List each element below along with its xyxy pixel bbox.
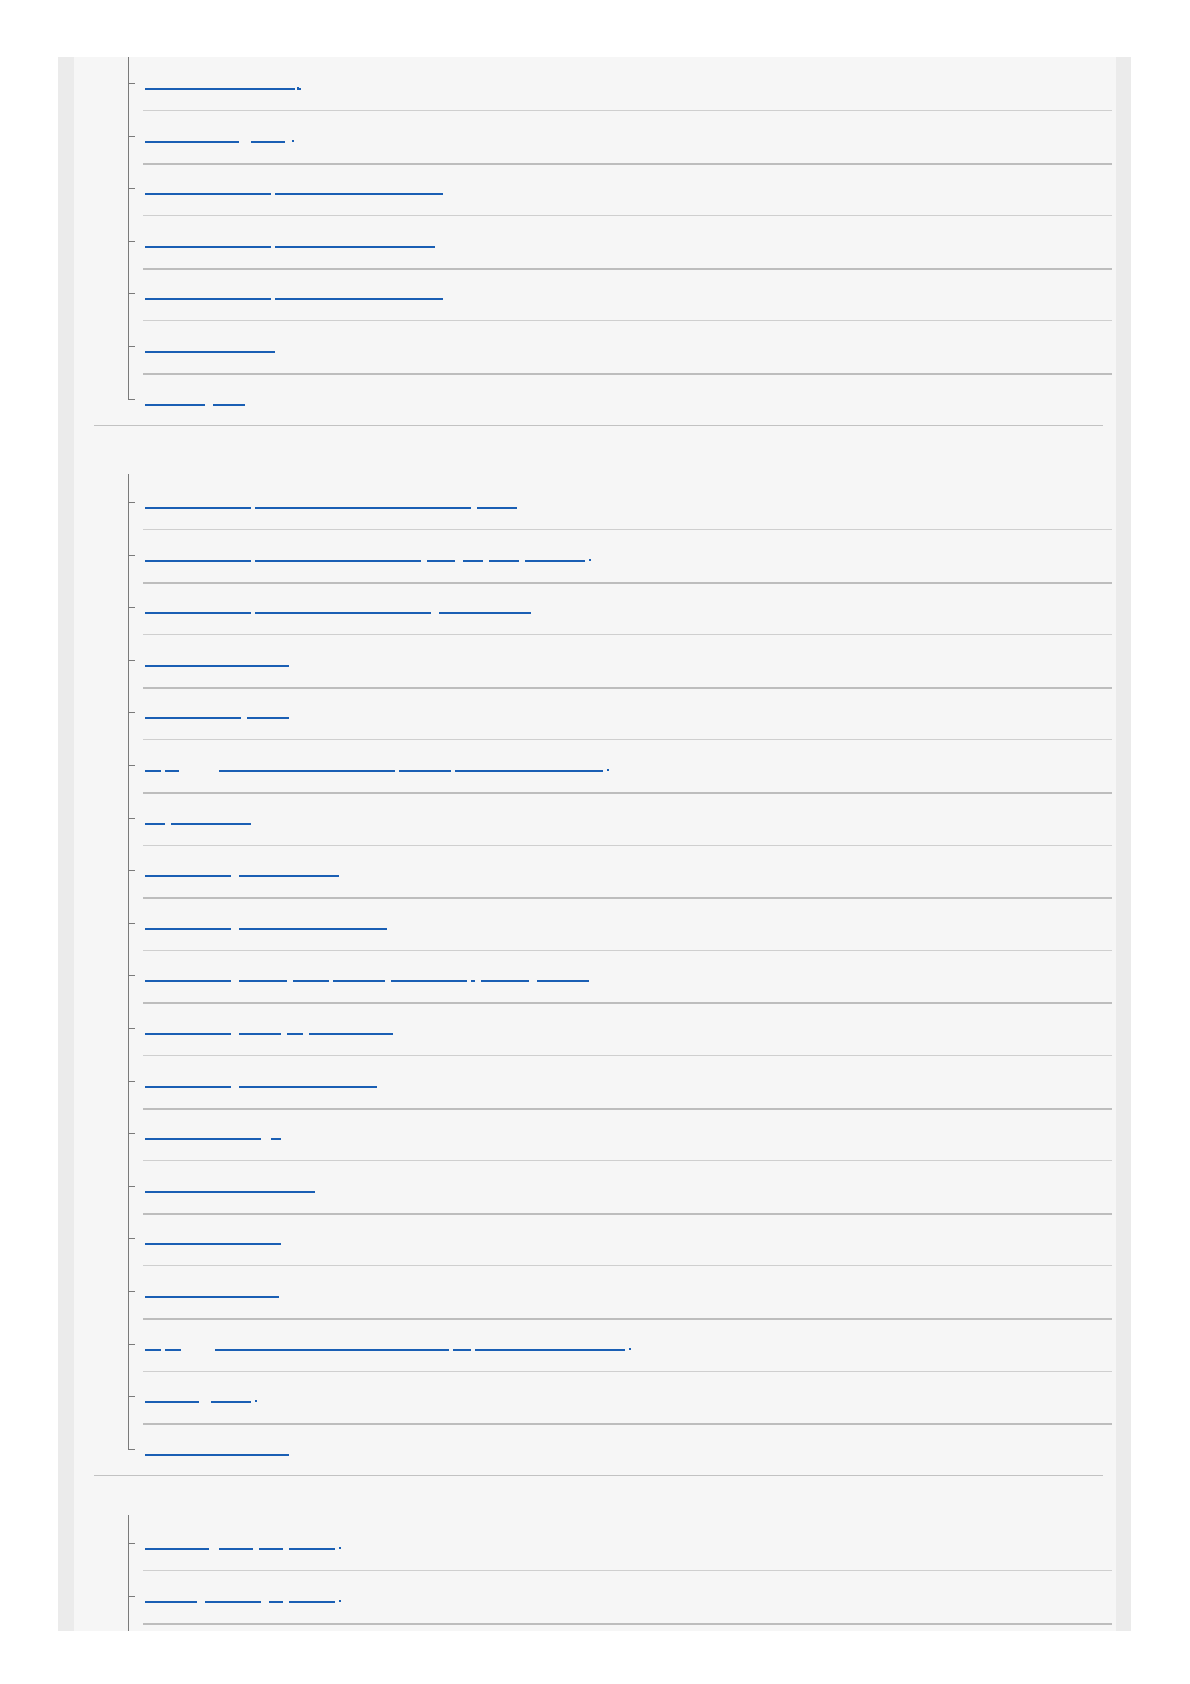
- item-divider: [143, 634, 1112, 635]
- item-divider: [143, 687, 1112, 689]
- toc-item[interactable]: [74, 555, 1116, 607]
- item-divider: [143, 215, 1112, 216]
- tree-branch-tick: [128, 1396, 135, 1397]
- toc-item[interactable]: [74, 923, 1116, 975]
- link-underline-segment: [219, 770, 395, 772]
- link-underline-segment: [481, 980, 529, 982]
- toc-item[interactable]: [74, 346, 1116, 398]
- link-underline-segment: [463, 560, 483, 562]
- link-underline-segment: [275, 298, 443, 300]
- item-divider: [143, 582, 1112, 584]
- link-underline-segment: [247, 717, 289, 719]
- link-underline-segment: [145, 823, 165, 825]
- link-underline-segment: [213, 404, 245, 406]
- link-trailing-mark: [255, 1400, 257, 1402]
- item-divider: [143, 1265, 1112, 1266]
- link-underline-segment: [455, 770, 603, 772]
- toc-item[interactable]: [74, 136, 1116, 188]
- toc-item[interactable]: [74, 607, 1116, 659]
- link-underline-segment: [145, 1349, 161, 1351]
- tree-branch-tick: [128, 1238, 135, 1239]
- item-divider: [143, 373, 1112, 375]
- item-divider: [143, 950, 1112, 951]
- link-underline-segment: [215, 1349, 449, 1351]
- link-underline-segment: [145, 193, 271, 195]
- link-underline-segment: [489, 560, 519, 562]
- tree-branch-tick: [128, 1186, 135, 1187]
- link-underline-segment: [145, 1243, 281, 1245]
- toc-item[interactable]: [74, 83, 1116, 135]
- link-underline-segment: [145, 1601, 197, 1603]
- link-underline-segment: [145, 1086, 231, 1088]
- link-underline-segment: [475, 1349, 625, 1351]
- item-divider: [143, 897, 1112, 899]
- link-underline-segment: [171, 823, 251, 825]
- link-underline-segment: [255, 612, 431, 614]
- toc-item[interactable]: [74, 502, 1116, 554]
- link-trailing-mark: [589, 559, 591, 561]
- link-underline-segment: [239, 980, 287, 982]
- tree-branch-tick: [128, 818, 135, 819]
- toc-item[interactable]: [74, 1596, 1116, 1648]
- link-underline-segment: [269, 1601, 283, 1603]
- link-trailing-mark: [297, 87, 299, 89]
- tree-branch-tick: [128, 1543, 135, 1544]
- item-divider: [143, 792, 1112, 794]
- link-underline-segment: [145, 1191, 315, 1193]
- toc-item[interactable]: [74, 1186, 1116, 1238]
- link-underline-segment: [219, 1548, 253, 1550]
- link-underline-segment: [145, 665, 289, 667]
- item-divider: [143, 1213, 1112, 1215]
- link-underline-segment: [145, 298, 271, 300]
- link-underline-segment: [399, 770, 451, 772]
- toc-item[interactable]: [74, 188, 1116, 240]
- link-underline-segment: [289, 1548, 335, 1550]
- item-divider: [143, 110, 1112, 111]
- tree-branch-tick: [128, 607, 135, 608]
- link-underline-segment: [427, 560, 455, 562]
- link-underline-segment: [537, 980, 589, 982]
- tree-branch-tick: [128, 241, 135, 242]
- tree-branch-tick: [128, 1133, 135, 1134]
- toc-item[interactable]: [74, 870, 1116, 922]
- link-underline-segment: [239, 875, 339, 877]
- link-underline-segment: [205, 1601, 261, 1603]
- tree-branch-tick: [128, 1081, 135, 1082]
- item-divider: [143, 1570, 1112, 1571]
- tree-branch-tick: [128, 83, 135, 84]
- link-underline-segment: [239, 1086, 377, 1088]
- toc-item[interactable]: [74, 765, 1116, 817]
- link-underline-segment: [289, 1601, 335, 1603]
- link-underline-segment: [145, 928, 231, 930]
- link-underline-segment: [239, 928, 387, 930]
- link-underline-segment: [211, 1401, 251, 1403]
- item-divider: [143, 1055, 1112, 1056]
- link-underline-segment: [145, 875, 231, 877]
- item-divider: [143, 529, 1112, 530]
- link-underline-segment: [453, 1349, 471, 1351]
- link-trailing-mark: [339, 1600, 341, 1602]
- link-underline-segment: [145, 1296, 279, 1298]
- tree-branch-tick: [128, 188, 135, 189]
- link-underline-segment: [293, 980, 329, 982]
- item-divider: [143, 1160, 1112, 1161]
- tree-branch-tick: [128, 1449, 135, 1450]
- link-underline-segment: [145, 1401, 199, 1403]
- tree-branch-tick: [128, 1028, 135, 1029]
- tree-branch-tick: [128, 1596, 135, 1597]
- link-underline-segment: [145, 560, 251, 562]
- toc-item[interactable]: [74, 1291, 1116, 1343]
- tree-branch-tick: [128, 293, 135, 294]
- link-underline-segment: [145, 612, 251, 614]
- link-underline-segment: [333, 980, 385, 982]
- link-underline-segment: [145, 770, 161, 772]
- tree-branch-tick: [128, 923, 135, 924]
- link-underline-segment: [525, 560, 585, 562]
- tree-branch-tick: [128, 660, 135, 661]
- link-underline-segment: [255, 507, 471, 509]
- link-underline-segment: [145, 507, 251, 509]
- item-divider: [143, 1108, 1112, 1110]
- link-trailing-mark: [607, 769, 609, 771]
- link-underline-segment: [275, 193, 443, 195]
- item-divider: [143, 163, 1112, 165]
- link-underline-segment: [145, 88, 295, 90]
- toc-item[interactable]: [74, 975, 1116, 1027]
- tree-branch-tick: [128, 399, 135, 400]
- toc-item[interactable]: [74, 660, 1116, 712]
- toc-item[interactable]: [74, 1133, 1116, 1185]
- item-divider: [143, 739, 1112, 740]
- item-divider: [143, 1623, 1112, 1625]
- link-underline-segment: [439, 612, 531, 614]
- link-underline-segment: [145, 980, 231, 982]
- link-underline-segment: [165, 1349, 181, 1351]
- tree-branch-tick: [128, 1344, 135, 1345]
- item-divider: [143, 845, 1112, 846]
- link-underline-segment: [477, 507, 517, 509]
- item-divider: [143, 1002, 1112, 1004]
- tree-branch-tick: [128, 346, 135, 347]
- toc-item[interactable]: [74, 1543, 1116, 1595]
- item-divider: [143, 268, 1112, 270]
- link-underline-segment: [275, 246, 435, 248]
- toc-item[interactable]: [74, 818, 1116, 870]
- link-underline-segment: [145, 1454, 289, 1456]
- tree-branch-tick: [128, 502, 135, 503]
- tree-branch-tick: [128, 1291, 135, 1292]
- link-underline-segment: [391, 980, 467, 982]
- toc-item[interactable]: [74, 241, 1116, 293]
- tree-branch-tick: [128, 136, 135, 137]
- tree-branch-tick: [128, 975, 135, 976]
- link-underline-segment: [309, 1033, 393, 1035]
- item-divider: [143, 1423, 1112, 1425]
- item-divider: [143, 1318, 1112, 1320]
- toc-item[interactable]: [74, 1238, 1116, 1290]
- section-divider: [94, 425, 1103, 426]
- section-divider: [94, 1475, 1103, 1476]
- link-underline-segment: [145, 404, 205, 406]
- link-underline-segment: [145, 1033, 231, 1035]
- tree-branch-tick: [128, 870, 135, 871]
- link-underline-segment: [259, 1548, 283, 1550]
- link-underline-segment: [239, 1033, 281, 1035]
- link-underline-segment: [251, 141, 285, 143]
- link-underline-segment: [145, 351, 275, 353]
- toc-item[interactable]: [74, 293, 1116, 345]
- toc-item[interactable]: [74, 1028, 1116, 1080]
- link-underline-segment: [145, 246, 271, 248]
- link-underline-segment: [145, 141, 239, 143]
- link-underline-segment: [287, 1033, 303, 1035]
- link-underline-segment: [471, 980, 475, 982]
- link-underline-segment: [145, 1138, 261, 1140]
- link-underline-segment: [145, 717, 241, 719]
- link-underline-segment: [165, 770, 179, 772]
- link-underline-segment: [255, 560, 421, 562]
- toc-item[interactable]: [74, 712, 1116, 764]
- item-divider: [143, 320, 1112, 321]
- link-trailing-mark: [292, 140, 294, 142]
- item-divider: [143, 1371, 1112, 1372]
- link-trailing-mark: [629, 1348, 631, 1350]
- link-underline-segment: [271, 1138, 281, 1140]
- toc-item[interactable]: [74, 1396, 1116, 1448]
- toc-item[interactable]: [74, 1081, 1116, 1133]
- toc-item[interactable]: [74, 1344, 1116, 1396]
- tree-branch-tick: [128, 555, 135, 556]
- tree-branch-tick: [128, 712, 135, 713]
- link-underline-segment: [145, 1548, 209, 1550]
- link-trailing-mark: [339, 1547, 341, 1549]
- tree-branch-tick: [128, 765, 135, 766]
